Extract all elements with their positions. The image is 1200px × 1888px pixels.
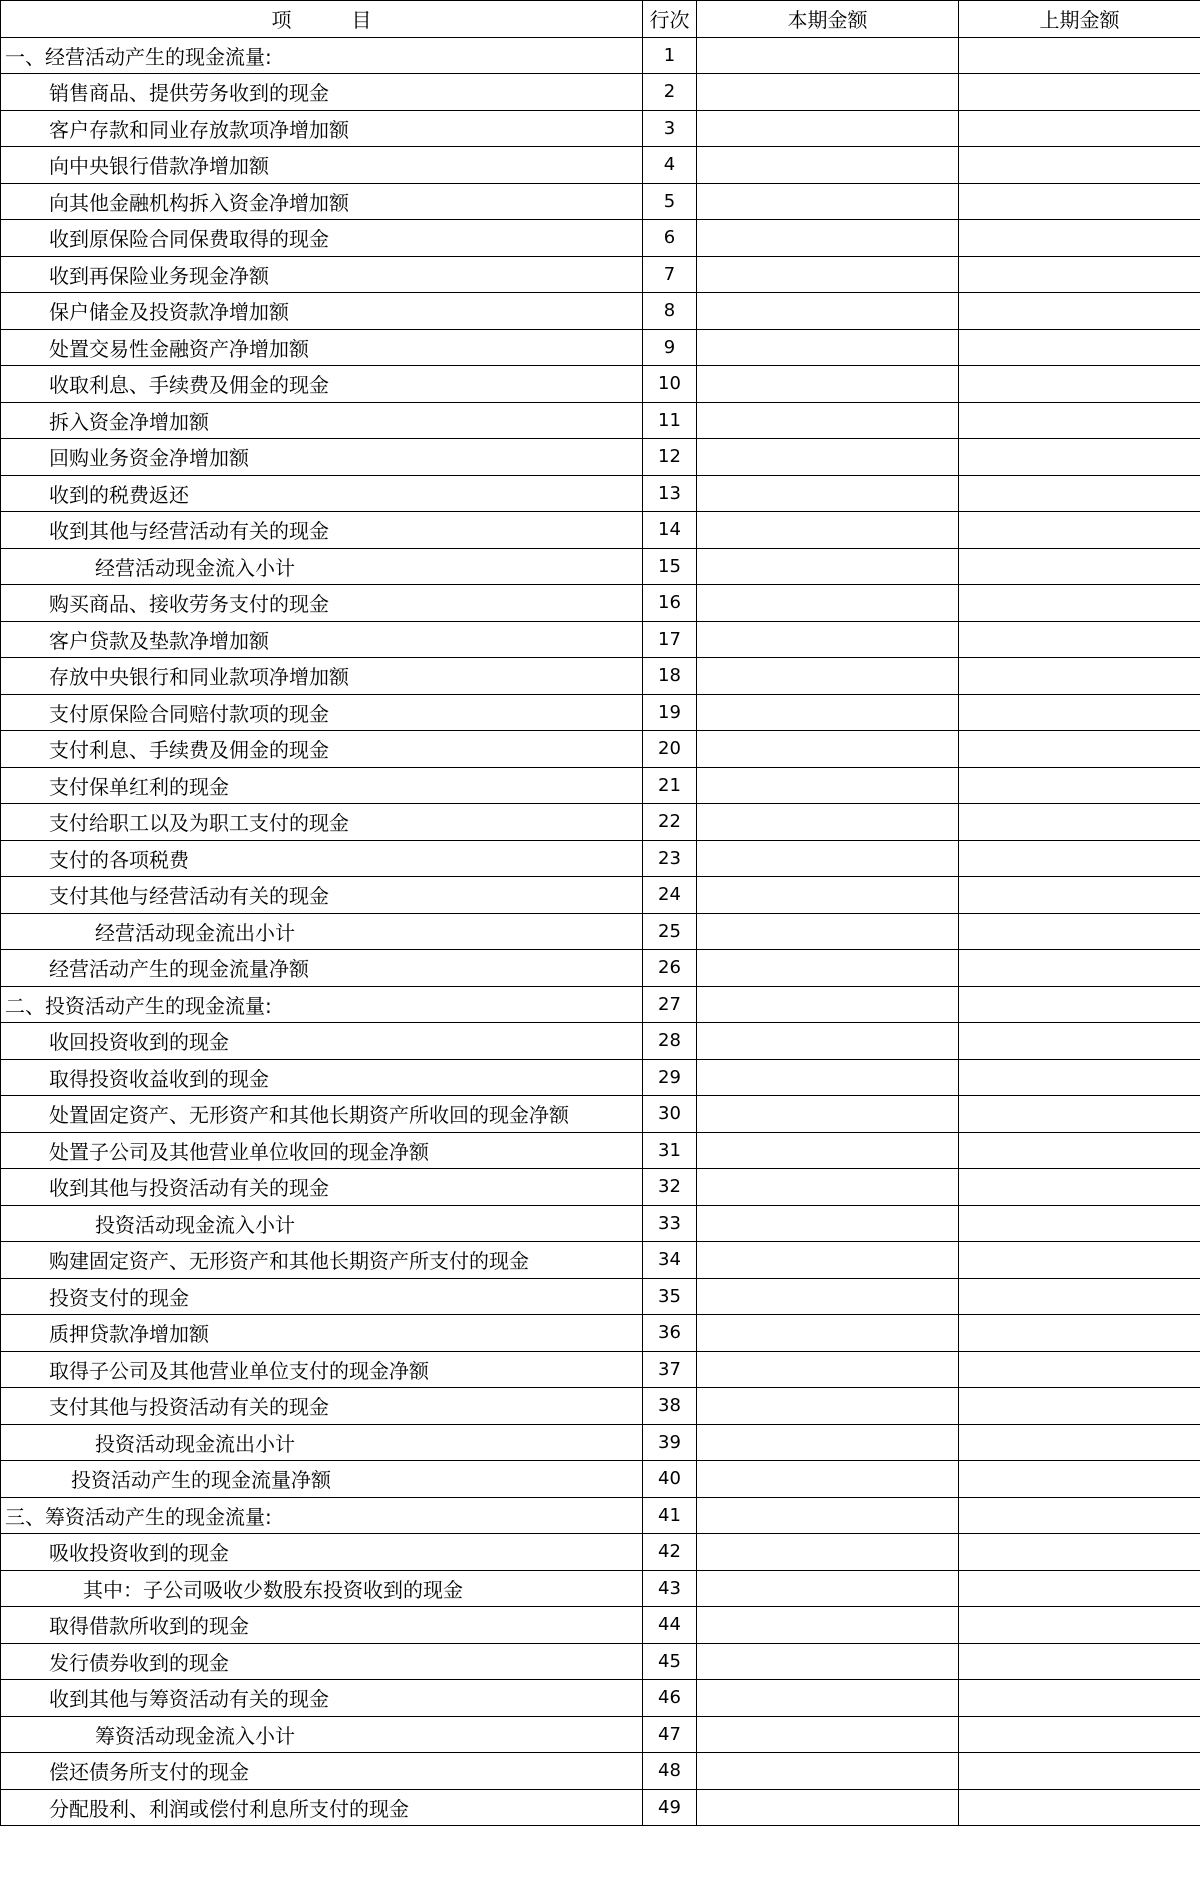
row-line-number: 49 — [643, 1789, 697, 1826]
row-previous-amount-cell[interactable] — [959, 621, 1200, 658]
header-item: 项 目 — [1, 1, 643, 38]
table-row — [1, 548, 1200, 585]
row-line-number: 35 — [643, 1278, 697, 1315]
row-item-label: 收到原保险合同保费取得的现金 — [1, 220, 643, 257]
row-current-amount-cell[interactable] — [697, 694, 959, 731]
row-current-amount-cell[interactable] — [697, 147, 959, 184]
row-item-label: 支付的各项税费 — [1, 840, 643, 877]
row-current-amount-cell[interactable] — [697, 1570, 959, 1607]
row-line-number: 27 — [643, 986, 697, 1023]
row-item-label: 拆入资金净增加额 — [1, 402, 643, 439]
row-current-amount-cell[interactable] — [697, 913, 959, 950]
row-item-label: 收到再保险业务现金净额 — [1, 256, 643, 293]
row-line-number: 28 — [643, 1023, 697, 1060]
row-current-amount-cell[interactable] — [697, 293, 959, 330]
row-item-label: 收到其他与筹资活动有关的现金 — [1, 1680, 643, 1717]
table-row — [1, 147, 1200, 184]
row-line-number: 32 — [643, 1169, 697, 1206]
header-line-number: 行次 — [643, 1, 697, 38]
row-line-number: 4 — [643, 147, 697, 184]
row-line-number: 3 — [643, 110, 697, 147]
row-previous-amount-cell[interactable] — [959, 110, 1200, 147]
row-line-number: 41 — [643, 1497, 697, 1534]
row-line-number: 40 — [643, 1461, 697, 1498]
row-line-number: 14 — [643, 512, 697, 549]
row-item-label: 处置子公司及其他营业单位收回的现金净额 — [1, 1132, 643, 1169]
row-current-amount-cell[interactable] — [697, 1169, 959, 1206]
table-row — [1, 913, 1200, 950]
row-item-label: 收到其他与经营活动有关的现金 — [1, 512, 643, 549]
row-previous-amount-cell[interactable] — [959, 767, 1200, 804]
table-row — [1, 694, 1200, 731]
row-current-amount-cell[interactable] — [697, 877, 959, 914]
row-line-number: 11 — [643, 402, 697, 439]
row-current-amount-cell[interactable] — [697, 1388, 959, 1425]
row-previous-amount-cell[interactable] — [959, 183, 1200, 220]
table-row — [1, 1205, 1200, 1242]
table-row — [1, 1570, 1200, 1607]
table-row — [1, 74, 1200, 111]
row-item-label: 客户贷款及垫款净增加额 — [1, 621, 643, 658]
table-row — [1, 1242, 1200, 1279]
row-previous-amount-cell[interactable] — [959, 1461, 1200, 1498]
row-line-number: 2 — [643, 74, 697, 111]
row-item-label: 分配股利、利润或偿付利息所支付的现金 — [1, 1789, 643, 1826]
row-line-number: 46 — [643, 1680, 697, 1717]
row-line-number: 47 — [643, 1716, 697, 1753]
table-row — [1, 1169, 1200, 1206]
table-row — [1, 1132, 1200, 1169]
table-row — [1, 220, 1200, 257]
row-current-amount-cell[interactable] — [697, 475, 959, 512]
row-item-label: 收回投资收到的现金 — [1, 1023, 643, 1060]
row-item-label: 取得子公司及其他营业单位支付的现金净额 — [1, 1351, 643, 1388]
row-current-amount-cell[interactable] — [697, 1242, 959, 1279]
row-previous-amount-cell[interactable] — [959, 950, 1200, 987]
row-line-number: 38 — [643, 1388, 697, 1425]
table-row — [1, 1351, 1200, 1388]
row-item-label: 其中：子公司吸收少数股东投资收到的现金 — [1, 1570, 643, 1607]
row-item-label: 一、经营活动产生的现金流量: — [1, 37, 643, 74]
table-row — [1, 1424, 1200, 1461]
row-item-label: 支付给职工以及为职工支付的现金 — [1, 804, 643, 841]
table-row — [1, 402, 1200, 439]
row-previous-amount-cell[interactable] — [959, 366, 1200, 403]
row-line-number: 25 — [643, 913, 697, 950]
row-current-amount-cell[interactable] — [697, 1023, 959, 1060]
row-previous-amount-cell[interactable] — [959, 1205, 1200, 1242]
row-current-amount-cell[interactable] — [697, 1205, 959, 1242]
table-row — [1, 1096, 1200, 1133]
row-item-label: 投资支付的现金 — [1, 1278, 643, 1315]
row-current-amount-cell[interactable] — [697, 1278, 959, 1315]
row-line-number: 9 — [643, 329, 697, 366]
table-row — [1, 1643, 1200, 1680]
row-item-label: 销售商品、提供劳务收到的现金 — [1, 74, 643, 111]
row-previous-amount-cell[interactable] — [959, 913, 1200, 950]
row-item-label: 发行债券收到的现金 — [1, 1643, 643, 1680]
table-row — [1, 37, 1200, 74]
row-line-number: 23 — [643, 840, 697, 877]
row-item-label: 质押贷款净增加额 — [1, 1315, 643, 1352]
row-line-number: 10 — [643, 366, 697, 403]
table-row — [1, 366, 1200, 403]
row-previous-amount-cell[interactable] — [959, 475, 1200, 512]
table-body — [1, 37, 1200, 1826]
row-previous-amount-cell[interactable] — [959, 512, 1200, 549]
row-line-number: 17 — [643, 621, 697, 658]
row-previous-amount-cell[interactable] — [959, 1789, 1200, 1826]
row-previous-amount-cell[interactable] — [959, 1570, 1200, 1607]
row-line-number: 24 — [643, 877, 697, 914]
row-line-number: 20 — [643, 731, 697, 768]
row-line-number: 21 — [643, 767, 697, 804]
table-row — [1, 1680, 1200, 1717]
row-current-amount-cell[interactable] — [697, 986, 959, 1023]
header-previous-period: 上期金额 — [959, 1, 1200, 38]
row-previous-amount-cell[interactable] — [959, 804, 1200, 841]
row-previous-amount-cell[interactable] — [959, 220, 1200, 257]
table-row — [1, 804, 1200, 841]
row-current-amount-cell[interactable] — [697, 840, 959, 877]
row-item-label: 向其他金融机构拆入资金净增加额 — [1, 183, 643, 220]
row-current-amount-cell[interactable] — [697, 1497, 959, 1534]
row-line-number: 26 — [643, 950, 697, 987]
row-current-amount-cell[interactable] — [697, 585, 959, 622]
row-previous-amount-cell[interactable] — [959, 1059, 1200, 1096]
row-current-amount-cell[interactable] — [697, 74, 959, 111]
table-row — [1, 1315, 1200, 1352]
row-item-label: 客户存款和同业存放款项净增加额 — [1, 110, 643, 147]
table-row — [1, 293, 1200, 330]
row-previous-amount-cell[interactable] — [959, 1607, 1200, 1644]
row-previous-amount-cell[interactable] — [959, 1278, 1200, 1315]
row-line-number: 29 — [643, 1059, 697, 1096]
row-line-number: 12 — [643, 439, 697, 476]
table-row — [1, 1059, 1200, 1096]
row-item-label: 处置固定资产、无形资产和其他长期资产所收回的现金净额 — [1, 1096, 643, 1133]
row-line-number: 18 — [643, 658, 697, 695]
row-current-amount-cell[interactable] — [697, 1461, 959, 1498]
row-current-amount-cell[interactable] — [697, 329, 959, 366]
table-row — [1, 731, 1200, 768]
row-current-amount-cell[interactable] — [697, 183, 959, 220]
row-item-label: 三、筹资活动产生的现金流量: — [1, 1497, 643, 1534]
row-current-amount-cell[interactable] — [697, 1643, 959, 1680]
table-row — [1, 658, 1200, 695]
table-header — [1, 1, 1200, 38]
row-line-number: 15 — [643, 548, 697, 585]
row-line-number: 45 — [643, 1643, 697, 1680]
row-item-label: 经营活动现金流入小计 — [1, 548, 643, 585]
table-row — [1, 950, 1200, 987]
row-previous-amount-cell[interactable] — [959, 74, 1200, 111]
row-item-label: 取得投资收益收到的现金 — [1, 1059, 643, 1096]
table-row — [1, 1388, 1200, 1425]
row-current-amount-cell[interactable] — [697, 1424, 959, 1461]
table-row — [1, 256, 1200, 293]
row-previous-amount-cell[interactable] — [959, 694, 1200, 731]
table-row — [1, 110, 1200, 147]
row-current-amount-cell[interactable] — [697, 1534, 959, 1571]
table-row — [1, 1789, 1200, 1826]
table-row — [1, 512, 1200, 549]
row-line-number: 13 — [643, 475, 697, 512]
row-line-number: 7 — [643, 256, 697, 293]
row-line-number: 48 — [643, 1753, 697, 1790]
row-current-amount-cell[interactable] — [697, 402, 959, 439]
row-item-label: 取得借款所收到的现金 — [1, 1607, 643, 1644]
row-item-label: 二、投资活动产生的现金流量: — [1, 986, 643, 1023]
row-current-amount-cell[interactable] — [697, 1607, 959, 1644]
row-line-number: 30 — [643, 1096, 697, 1133]
table-row — [1, 840, 1200, 877]
row-previous-amount-cell[interactable] — [959, 548, 1200, 585]
row-current-amount-cell[interactable] — [697, 1753, 959, 1790]
row-previous-amount-cell[interactable] — [959, 439, 1200, 476]
row-item-label: 存放中央银行和同业款项净增加额 — [1, 658, 643, 695]
header-current-period: 本期金额 — [697, 1, 959, 38]
row-item-label: 购买商品、接收劳务支付的现金 — [1, 585, 643, 622]
row-line-number: 8 — [643, 293, 697, 330]
row-line-number: 16 — [643, 585, 697, 622]
row-previous-amount-cell[interactable] — [959, 1424, 1200, 1461]
table-row — [1, 621, 1200, 658]
row-previous-amount-cell[interactable] — [959, 1351, 1200, 1388]
row-line-number: 42 — [643, 1534, 697, 1571]
row-item-label: 支付原保险合同赔付款项的现金 — [1, 694, 643, 731]
row-item-label: 收取利息、手续费及佣金的现金 — [1, 366, 643, 403]
row-current-amount-cell[interactable] — [697, 1716, 959, 1753]
row-previous-amount-cell[interactable] — [959, 1242, 1200, 1279]
table-row — [1, 1023, 1200, 1060]
row-previous-amount-cell[interactable] — [959, 1680, 1200, 1717]
row-line-number: 37 — [643, 1351, 697, 1388]
row-previous-amount-cell[interactable] — [959, 877, 1200, 914]
row-item-label: 回购业务资金净增加额 — [1, 439, 643, 476]
row-previous-amount-cell[interactable] — [959, 37, 1200, 74]
row-current-amount-cell[interactable] — [697, 512, 959, 549]
row-previous-amount-cell[interactable] — [959, 1169, 1200, 1206]
row-line-number: 33 — [643, 1205, 697, 1242]
table-row — [1, 475, 1200, 512]
row-previous-amount-cell[interactable] — [959, 1315, 1200, 1352]
row-current-amount-cell[interactable] — [697, 1789, 959, 1826]
row-current-amount-cell[interactable] — [697, 731, 959, 768]
row-item-label: 投资活动现金流出小计 — [1, 1424, 643, 1461]
row-line-number: 22 — [643, 804, 697, 841]
table-row — [1, 1716, 1200, 1753]
row-current-amount-cell[interactable] — [697, 1059, 959, 1096]
row-item-label: 投资活动产生的现金流量净额 — [1, 1461, 643, 1498]
row-previous-amount-cell[interactable] — [959, 256, 1200, 293]
row-previous-amount-cell[interactable] — [959, 293, 1200, 330]
row-item-label: 支付其他与经营活动有关的现金 — [1, 877, 643, 914]
row-previous-amount-cell[interactable] — [959, 1716, 1200, 1753]
row-current-amount-cell[interactable] — [697, 220, 959, 257]
row-current-amount-cell[interactable] — [697, 658, 959, 695]
row-current-amount-cell[interactable] — [697, 1096, 959, 1133]
row-line-number: 31 — [643, 1132, 697, 1169]
row-current-amount-cell[interactable] — [697, 366, 959, 403]
row-previous-amount-cell[interactable] — [959, 402, 1200, 439]
row-item-label: 投资活动现金流入小计 — [1, 1205, 643, 1242]
row-previous-amount-cell[interactable] — [959, 1096, 1200, 1133]
table-row — [1, 1607, 1200, 1644]
table-row — [1, 1461, 1200, 1498]
row-previous-amount-cell[interactable] — [959, 658, 1200, 695]
table-row — [1, 439, 1200, 476]
row-line-number: 1 — [643, 37, 697, 74]
table-row — [1, 767, 1200, 804]
table-row — [1, 1753, 1200, 1790]
row-current-amount-cell[interactable] — [697, 767, 959, 804]
row-current-amount-cell[interactable] — [697, 950, 959, 987]
table-row — [1, 585, 1200, 622]
row-previous-amount-cell[interactable] — [959, 585, 1200, 622]
row-previous-amount-cell[interactable] — [959, 329, 1200, 366]
row-previous-amount-cell[interactable] — [959, 731, 1200, 768]
row-item-label: 偿还债务所支付的现金 — [1, 1753, 643, 1790]
row-current-amount-cell[interactable] — [697, 1351, 959, 1388]
table-row — [1, 1278, 1200, 1315]
row-item-label: 支付保单红利的现金 — [1, 767, 643, 804]
row-item-label: 向中央银行借款净增加额 — [1, 147, 643, 184]
row-current-amount-cell[interactable] — [697, 1315, 959, 1352]
row-item-label: 经营活动现金流出小计 — [1, 913, 643, 950]
row-line-number: 19 — [643, 694, 697, 731]
row-previous-amount-cell[interactable] — [959, 986, 1200, 1023]
row-current-amount-cell[interactable] — [697, 256, 959, 293]
row-current-amount-cell[interactable] — [697, 1680, 959, 1717]
row-previous-amount-cell[interactable] — [959, 1643, 1200, 1680]
row-line-number: 5 — [643, 183, 697, 220]
row-line-number: 43 — [643, 1570, 697, 1607]
row-current-amount-cell[interactable] — [697, 1132, 959, 1169]
row-item-label: 吸收投资收到的现金 — [1, 1534, 643, 1571]
row-previous-amount-cell[interactable] — [959, 1023, 1200, 1060]
row-current-amount-cell[interactable] — [697, 110, 959, 147]
table-row — [1, 1534, 1200, 1571]
row-current-amount-cell[interactable] — [697, 621, 959, 658]
row-item-label: 支付其他与投资活动有关的现金 — [1, 1388, 643, 1425]
row-item-label: 收到其他与投资活动有关的现金 — [1, 1169, 643, 1206]
row-line-number: 36 — [643, 1315, 697, 1352]
row-previous-amount-cell[interactable] — [959, 1388, 1200, 1425]
row-current-amount-cell[interactable] — [697, 804, 959, 841]
row-previous-amount-cell[interactable] — [959, 1753, 1200, 1790]
row-previous-amount-cell[interactable] — [959, 1534, 1200, 1571]
row-current-amount-cell[interactable] — [697, 439, 959, 476]
row-item-label: 经营活动产生的现金流量净额 — [1, 950, 643, 987]
table-row — [1, 1497, 1200, 1534]
table-row — [1, 877, 1200, 914]
row-item-label: 筹资活动现金流入小计 — [1, 1716, 643, 1753]
row-line-number: 44 — [643, 1607, 697, 1644]
row-line-number: 6 — [643, 220, 697, 257]
row-previous-amount-cell[interactable] — [959, 147, 1200, 184]
row-item-label: 收到的税费返还 — [1, 475, 643, 512]
row-current-amount-cell[interactable] — [697, 548, 959, 585]
table-row — [1, 329, 1200, 366]
row-item-label: 购建固定资产、无形资产和其他长期资产所支付的现金 — [1, 1242, 643, 1279]
row-previous-amount-cell[interactable] — [959, 840, 1200, 877]
row-previous-amount-cell[interactable] — [959, 1497, 1200, 1534]
row-current-amount-cell[interactable] — [697, 37, 959, 74]
header-row — [1, 1, 1200, 38]
row-previous-amount-cell[interactable] — [959, 1132, 1200, 1169]
row-item-label: 支付利息、手续费及佣金的现金 — [1, 731, 643, 768]
row-item-label: 处置交易性金融资产净增加额 — [1, 329, 643, 366]
row-line-number: 39 — [643, 1424, 697, 1461]
row-line-number: 34 — [643, 1242, 697, 1279]
table-row — [1, 986, 1200, 1023]
row-item-label: 保户储金及投资款净增加额 — [1, 293, 643, 330]
table-row — [1, 183, 1200, 220]
